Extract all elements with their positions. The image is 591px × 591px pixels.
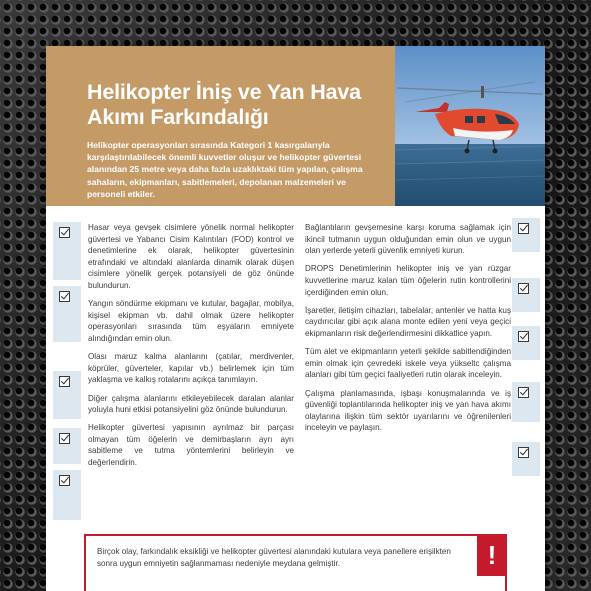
left-check-3 bbox=[53, 371, 81, 419]
warning-icon bbox=[477, 534, 507, 576]
right-check-1 bbox=[512, 218, 540, 252]
exclamation-icon: ! bbox=[487, 540, 497, 570]
check-icon bbox=[59, 475, 70, 486]
left-check-1 bbox=[53, 222, 81, 280]
right-item-3: İşaretler, iletişim cihazları, tabelalar, antenler ve hatta kuş caydırıcılar gibi açık alana monte edilen yeni veya geçici ekipmanların risk değerlendirmesini dikkatlice yapın. bbox=[305, 305, 511, 338]
check-icon bbox=[518, 447, 529, 458]
info-sheet bbox=[46, 46, 545, 591]
right-column bbox=[305, 222, 511, 440]
left-check-4 bbox=[53, 428, 81, 464]
left-item-3: Olası maruz kalma alanlarını (çatılar, merdivenler, köprüler, güverteler, kapılar vb.) belirlemek için tüm yaklaşma ve kalkış rotalarını açıkça tanımlayın. bbox=[88, 352, 294, 385]
right-check-3 bbox=[512, 326, 540, 360]
check-icon bbox=[59, 433, 70, 444]
left-item-5: Helikopter güvertesi yapısının ayrılmaz bir parçası olmayan tüm öğelerin ve demirbaşların ayrı ayrı sabitleme ve tutma yöntemlerini belirleyin ve değerlendirin. bbox=[88, 423, 294, 468]
left-check-2 bbox=[53, 286, 81, 342]
check-icon bbox=[518, 283, 529, 294]
right-item-1: Bağlantıların gevşemesine karşı koruma sağlamak için ikincil tutmanın uygun olduğundan emin olun ve uygun olan yerlerde yeterli güvenlik emniyeti kurun. bbox=[305, 223, 511, 256]
warning-box bbox=[84, 534, 507, 591]
check-icon bbox=[518, 387, 529, 398]
right-item-2: DROPS Denetimlerinin helikopter iniş ve yan rüzgar kuvvetlerine maruz kalan tüm öğelerin rutin kontrollerini içerdiğinden emin olun. bbox=[305, 264, 511, 297]
right-item-5: Çalışma planlamasında, işbaşı konuşmalarında ve iş güvenliği toplantılarında helikopter iniş ve yan hava akımı olaylarına ilişkin tüm sektör uyarılarını ve öğrenilenleri inceleyin ve paylaşın. bbox=[305, 388, 511, 433]
right-check-4 bbox=[512, 382, 540, 422]
check-icon bbox=[59, 291, 70, 302]
right-item-4: Tüm alet ve ekipmanların yeterli şekilde sabitlendiğinden emin olmak için çevredeki iskele veya yükseltc çalışma alanları gibi tüm geçici faaliyetleri rutin olarak inceleyin. bbox=[305, 347, 511, 380]
header-banner bbox=[46, 46, 545, 206]
left-item-2: Yangın söndürme ekipmanı ve kutular, bagajlar, mobilya, kişisel ekipman vb. dahil olmak üzere helikopter operasyonları sırasında tüm eşyaların emniyete alındığından emin olun. bbox=[88, 299, 294, 343]
left-check-5 bbox=[53, 470, 81, 520]
intro-paragraph: Helikopter operasyonları sırasında Kategori 1 kasırgalarıyla karşılaştırılabilecek önemli kuvvetler oluşur ve helikopter güvertesi alanından 25 metre veya daha fazla uzaklıktaki tüm yapılan, çalışma sahaların, ekipmanları, sabitlemeleri, depolanan malzemeleri ve personeli etkiler. bbox=[87, 140, 363, 199]
check-icon bbox=[518, 223, 529, 234]
page-title: Helikopter İniş ve Yan Hava Akımı Farkındalığı bbox=[87, 80, 361, 129]
left-item-4: Diğer çalışma alanlarını etkileyebilecek daralan alanlar yoluyla huni etkisi potansiyelini göz önünde bulundurun. bbox=[88, 393, 294, 415]
check-icon bbox=[59, 376, 70, 387]
warning-text: Birçok olay, farkındalık eksikliği ve helikopter güvertesi alanındaki kutulara veya panellere erişilkten sonra uygun emniyetin sağlanmaması nedeniyle meydana gelmiştir. bbox=[97, 547, 451, 568]
right-check-5 bbox=[512, 442, 540, 476]
left-column bbox=[88, 222, 294, 475]
right-check-2 bbox=[512, 278, 540, 312]
left-item-1: Hasar veya gevşek cisimlere yönelik normal helikopter güvertesi ve Yabancı Cisim Kalıntıları (FOD) kontrol ve denetimlerine ek olarak, helikopter güvertesinin etrafındaki ve altındaki alanlarda dinamik olarak düşen cisimlere yönelik gerçek potansiyeli de göz önünde bulundurun. bbox=[88, 223, 294, 290]
check-icon bbox=[518, 331, 529, 342]
check-icon bbox=[59, 227, 70, 238]
helicopter-photo bbox=[395, 46, 545, 206]
